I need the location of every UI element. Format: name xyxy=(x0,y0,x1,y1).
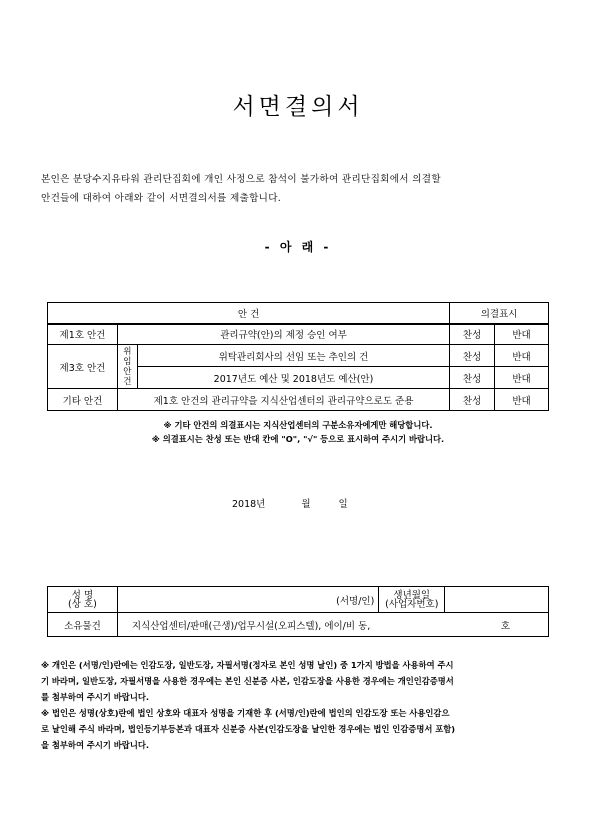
agenda-row-4 xyxy=(48,389,549,411)
date-day: 일 xyxy=(338,499,348,510)
signature-row xyxy=(48,587,549,613)
voting-notes xyxy=(0,418,596,446)
agenda-number: 제3호 안건 xyxy=(48,345,118,389)
signature-note-line-5: 로 날인해 주식 바라며, 법인등기부등본과 대표자 신분증 사본(인감도장을 날인한 경우에는 법인 인감증명서 포함) xyxy=(41,724,456,734)
vote-no-cell[interactable]: 반대 xyxy=(495,324,549,345)
agenda-row-2 xyxy=(48,345,549,367)
name-label: 성 명 (상 호) xyxy=(48,587,118,613)
property-row xyxy=(48,613,549,637)
agenda-content: 위탁관리회사의 선임 또는 추인의 건 xyxy=(137,345,449,367)
name-seal-field[interactable]: (서명/인) xyxy=(117,587,378,613)
agenda-content: 제1호 안건의 관리규약을 지식산업센터의 관리규약으로도 준용 xyxy=(117,389,449,411)
agenda-content: 2017년도 예산 및 2018년도 예산(안) xyxy=(137,367,449,389)
document-title: 서면결의서 xyxy=(232,94,364,120)
vote-no-cell[interactable]: 반대 xyxy=(495,389,549,411)
delegated-agenda-label: 위 임 안 건 xyxy=(117,345,137,389)
section-heading: - 아 래 - xyxy=(264,240,332,254)
voting-note-1: ※ 기타 안건의 의결표시는 지식산업센터의 구분소유자에게만 해당합니다. xyxy=(163,420,433,430)
intro-line-1: 본인은 분당수지유타워 관리단집회에 개인 사정으로 참석이 불가하여 관리단집회에서 의결할 xyxy=(41,174,441,185)
vote-yes-cell[interactable]: 찬성 xyxy=(450,389,495,411)
date-line xyxy=(232,496,348,510)
birth-field[interactable] xyxy=(445,587,549,613)
signature-note-line-4: ※ 법인은 성명(상호)란에 법인 상호와 대표자 성명을 기재한 후 (서명/인)란에 법인의 인감도장 또는 사용인감으 xyxy=(41,708,450,718)
intro-line-2: 안건들에 대하여 아래와 같이 서면결의서를 제출합니다. xyxy=(41,193,282,204)
agenda-number: 기타 안건 xyxy=(48,389,118,411)
voting-note-2: ※ 의결표시는 찬성 또는 반대 칸에 "O", "√" 등으로 표시하여 주시기 바랍니다. xyxy=(151,434,445,444)
unit-suffix: 호 xyxy=(500,621,510,632)
vote-no-cell[interactable]: 반대 xyxy=(495,345,549,367)
signature-note-line-2: 기 바라며, 일반도장, 자필서명을 사용한 경우에는 본인 신분증 사본, 인감도장을 사용한 경우에는 개인인감증명서 xyxy=(41,676,454,686)
date-month: 월 xyxy=(301,499,311,510)
signature-note-line-3: 를 첨부하여 주시기 바랍니다. xyxy=(41,692,149,702)
header-vote: 의결표시 xyxy=(450,303,549,324)
agenda-header-row xyxy=(48,303,549,324)
property-label: 소유물건 xyxy=(48,613,118,637)
intro-paragraph xyxy=(41,170,556,208)
property-value: 지식산업센터/판매(근생)/업무시설(오피스텔), 에이/비 동, xyxy=(131,620,371,632)
vote-yes-cell[interactable]: 찬성 xyxy=(450,367,495,389)
header-agenda: 안 건 xyxy=(48,303,450,324)
signature-note-line-1: ※ 개인은 (서명/인)란에는 인감도장, 일반도장, 자필서명(정자로 본인 성명 날인) 중 1가지 방법을 사용하여 주시 xyxy=(41,660,454,670)
agenda-row-1 xyxy=(48,324,549,345)
agenda-table xyxy=(47,302,549,411)
agenda-number: 제1호 안건 xyxy=(48,324,118,345)
agenda-content: 관리규약(안)의 제정 승인 여부 xyxy=(117,324,449,345)
signature-note-line-6: 을 첨부하여 주시기 바랍니다. xyxy=(41,740,149,750)
signature-table xyxy=(47,586,549,637)
property-field[interactable] xyxy=(117,613,548,637)
vote-no-cell[interactable]: 반대 xyxy=(495,367,549,389)
vote-yes-cell[interactable]: 찬성 xyxy=(450,324,495,345)
date-year: 2018년 xyxy=(232,499,266,510)
vote-yes-cell[interactable]: 찬성 xyxy=(450,345,495,367)
birth-label: 생년월일 (사업자번호) xyxy=(379,587,445,613)
signature-notes xyxy=(41,657,561,753)
